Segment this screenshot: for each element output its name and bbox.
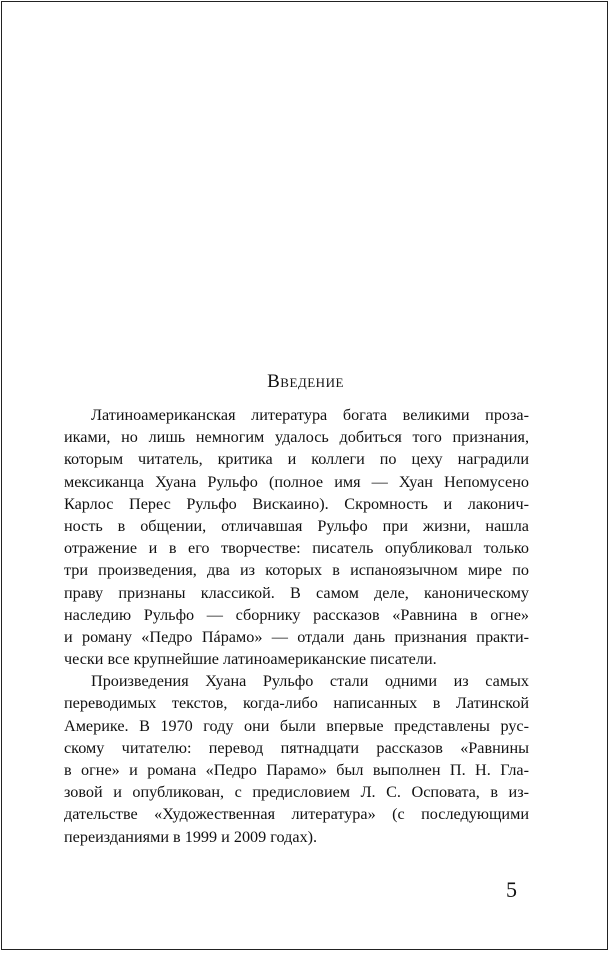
text-line: зовой и опубликован, с предисловием Л. С. Осповата, в из-: [64, 783, 529, 802]
text-line: скому читателю: перевод пятнадцати рассказов «Равнины: [64, 738, 529, 757]
paragraph-1: [64, 404, 529, 670]
text-line: три произведения, два из которых в испаноязычном мире по: [64, 561, 529, 580]
text-line: иками, но лишь немногим удалось добиться того признания,: [64, 428, 529, 447]
text-line: Латиноамериканская литература богата великими проза-: [91, 406, 529, 424]
text-line: переводимых текстов, когда-либо написанных в Латинской: [64, 694, 529, 713]
text-line: наследию Рульфо — сборнику рассказов «Равнина в огне»: [64, 605, 529, 624]
text-line: ность в общении, отличавшая Рульфо при жизни, нашла: [64, 516, 529, 535]
text-line: мексиканца Хуана Рульфо (полное имя — Хуан Непомусено: [64, 472, 529, 491]
text-line: и роману «Педро Пáрамо» — отдали дань признания практи-: [64, 627, 529, 646]
body-text: [64, 404, 529, 848]
text-line: которым читатель, критика и коллеги по цеху наградили: [64, 450, 529, 469]
text-line: Карлос Перес Рульфо Вискаино). Скромность и лаконич-: [64, 494, 529, 513]
text-line: Америке. В 1970 году они были впервые представлены рус-: [64, 716, 529, 735]
paragraph-2: [64, 670, 529, 848]
page-number: 5: [506, 877, 517, 902]
text-line: отражение и в его творчестве: писатель опубликовал только: [64, 539, 529, 558]
text-line: в огне» и романа «Педро Парамо» был выполнен П. Н. Гла-: [64, 761, 529, 779]
text-line: Произведения Хуана Рульфо стали одними из самых: [91, 672, 529, 691]
text-line: праву признаны классикой. В самом деле, каноническому: [64, 583, 529, 602]
text-line: дательстве «Художественная литература» (с последующими: [64, 805, 529, 824]
section-heading: Введение: [267, 371, 344, 392]
text-line: чески все крупнейшие латиноамериканские писатели.: [64, 650, 437, 669]
text-line: переизданиями в 1999 и 2009 годах).: [64, 827, 318, 846]
